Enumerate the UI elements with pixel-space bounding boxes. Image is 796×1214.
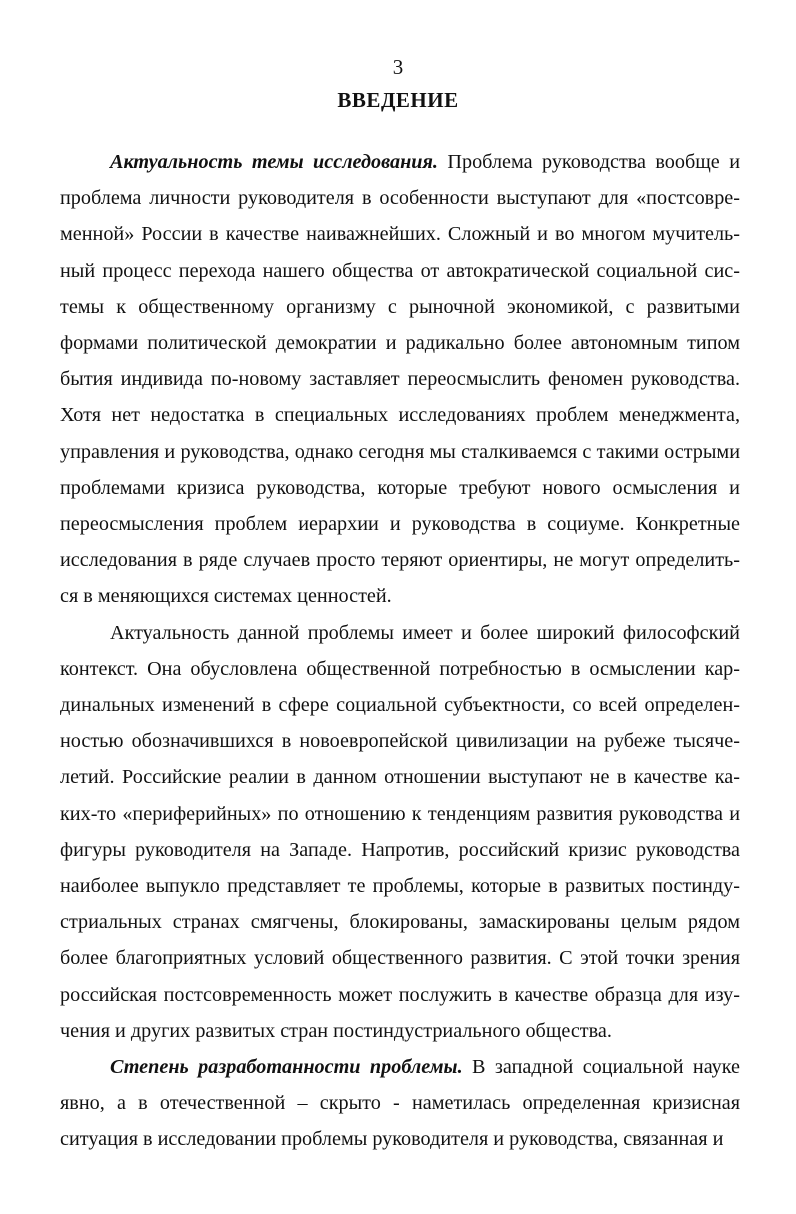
section-heading: ВВЕДЕНИЕ xyxy=(337,88,459,112)
paragraph-text: Актуальность данной проблемы имеет и более широкий философский контекст. Она обусловлена общественной потребностью в осмыслении кардинальных изменений в сфере социальной субъектности, со всей определенностью обозначившихся в новоевропейской цивилизации на рубеже тысячелетий. Российские реалии в данном отношении выступают не в качестве каких-то «периферийных» по отношению к тенденциям развития руководства и фигуры руководителя на Западе. Напротив, российский кризис руководства наиболее выпукло представляет те проблемы, которые в развитых постиндустриальных странах смягчены, блокированы, замаскированы целым рядом более благоприятных условий общественного развития. С этой точки зрения российская постсовременность может послужить в качестве образца для изучения и других развитых стран постиндустриального общества. xyxy=(60,621,740,1042)
paragraph-context xyxy=(60,615,740,1049)
paragraph-text: Проблема руководства вообще и проблема личности руководителя в особенности выступают для «постсовременной» России в качестве наиважнейших. Сложный и во многом мучительный процесс перехода нашего общества от автократической социальной системы к общественному организму с рыночной экономикой, с развитыми формами политической демократии и радикально более автономным типом бытия индивида по-новому заставляет переосмыслить феномен руководства. Хотя нет недостатка в специальных исследованиях проблем менеджмента, управления и руководства, однако сегодня мы сталкиваемся с такими острыми проблемами кризиса руководства, которые требуют нового осмысления и переосмысления проблем иерархии и руководства в социуме. Конкретные исследования в ряде случаев просто теряют ориентиры, не могут определиться в меняющихся системах ценностей. xyxy=(60,151,741,608)
paragraph-text: В западной социальной науке явно, а в отечественной – скрыто - наметилась определенная кризисная ситуация в исследовании проблемы руководителя и руководства, связанная и xyxy=(60,1056,740,1151)
paragraph-lead: Актуальность темы исследования. xyxy=(110,151,438,173)
body-text xyxy=(60,144,740,1158)
paragraph-development-degree xyxy=(60,1049,740,1158)
paragraph-lead: Степень разработанности проблемы. xyxy=(110,1056,463,1079)
page-number: 3 xyxy=(392,55,404,79)
paragraph-relevance xyxy=(60,144,740,615)
